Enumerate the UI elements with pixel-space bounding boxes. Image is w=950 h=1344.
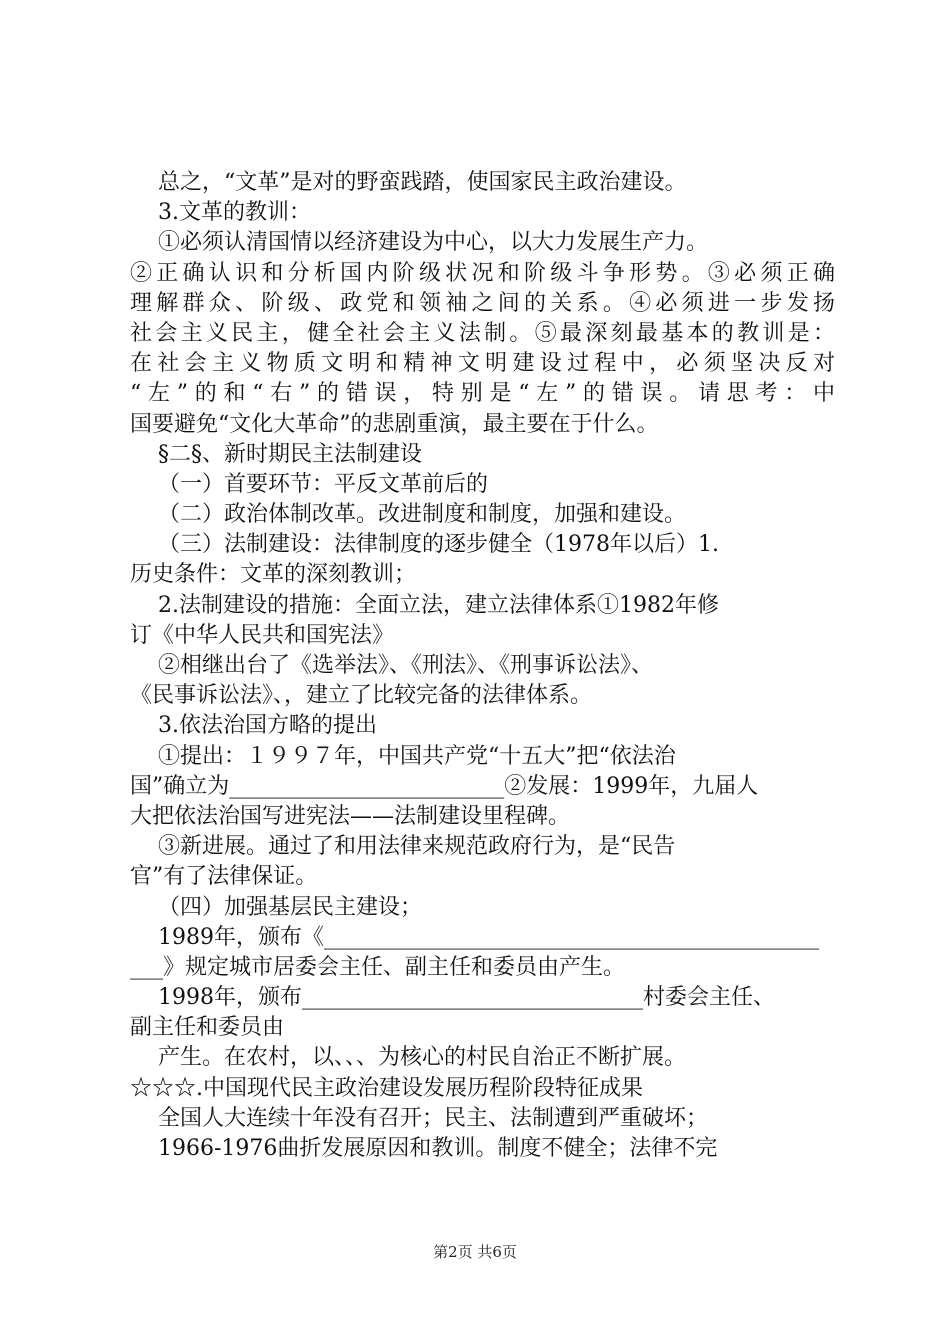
text-line: 总之，“文革”是对的野蛮践踏，使国家民主政治建设。 [130,170,687,195]
text-line: ①提出：１９９７年，中国共产党“十五大”把“依法治 [130,743,676,769]
text-line: （一）首要环节：平反文革前后的 [130,471,488,497]
text-line: 国”确立为_________________________②发展：1999年，九届人 [130,773,759,799]
text-line: ☆☆☆.中国现代民主政治建设发展历程阶段特征成果 [130,1075,643,1101]
text-line: 社会主义民主，健全社会主义法制。⑤最深刻最基本的教训是： [130,320,835,346]
text-line: ①必须认清国情以经济建设为中心，以大力发展生产力。 [130,230,708,256]
text-line: 副主任和委员由 [130,1015,285,1041]
text-line: ②正确认识和分析国内阶级状况和阶级斗争形势。③必须正确 [130,260,835,286]
text-line: 1998年，颁布_______________________________村委会主任、 [130,985,775,1011]
section-heading: §二§、新时期民主法制建设 [130,441,422,467]
text-line: 理解群众、阶级、政党和领袖之间的关系。④必须进一步发扬 [130,290,835,316]
text-line: 国要避免“文化大革命”的悲剧重演，最主要在于什么。 [130,411,659,437]
text-line: 在社会主义物质文明和精神文明建设过程中，必须坚决反对 [130,351,835,377]
text-line: 官”有了法律保证。 [130,864,318,890]
text-line: 大把依法治国写进宪法——法制建设里程碑。 [130,803,571,829]
text-line: “左”的和“右”的错误，特别是“左”的错误。请思考：中 [130,381,835,407]
text-line: （四）加强基层民主建设； [130,894,422,920]
text-line: 历史条件：文革的深刻教训； [130,562,417,588]
text-line: 《民事诉讼法》、，建立了比较完备的法律体系。 [130,683,593,709]
text-line: （三）法制建设：法律制度的逐步健全（1978年以后）1. [130,532,719,558]
text-line: 3.依法治国方略的提出 [130,713,377,739]
text-line: 3.文革的教训： [130,200,311,226]
page-footer: 第2页 共6页 [433,1243,517,1261]
text-line: 1966-1976曲折发展原因和教训。制度不健全；法律不完 [130,1136,718,1161]
text-line: 1989年，颁布《_____________________________________________ [130,924,819,950]
text-line: 订《中华人民共和国宪法》 [130,622,395,648]
text-line: ___》规定城市居委会主任、副主任和委员由产生。 [130,954,626,980]
text-line: 产生。在农村，以、、、为核心的村民自治正不断扩展。 [130,1045,686,1071]
text-line: （二）政治体制改革。改进制度和制度，加强和建设。 [130,502,686,528]
text-line: ②相继出台了《选举法》、《刑法》、《刑事诉讼法》、 [130,653,653,678]
text-line: ③新进展。通过了和用法律来规范政府行为，是“民告 [130,834,676,860]
document-body [130,168,835,1164]
text-line: 2.法制建设的措施：全面立法，建立法律体系①1982年修 [130,592,719,618]
text-line: 全国人大连续十年没有召开；民主、法制遭到严重破坏； [130,1105,708,1131]
